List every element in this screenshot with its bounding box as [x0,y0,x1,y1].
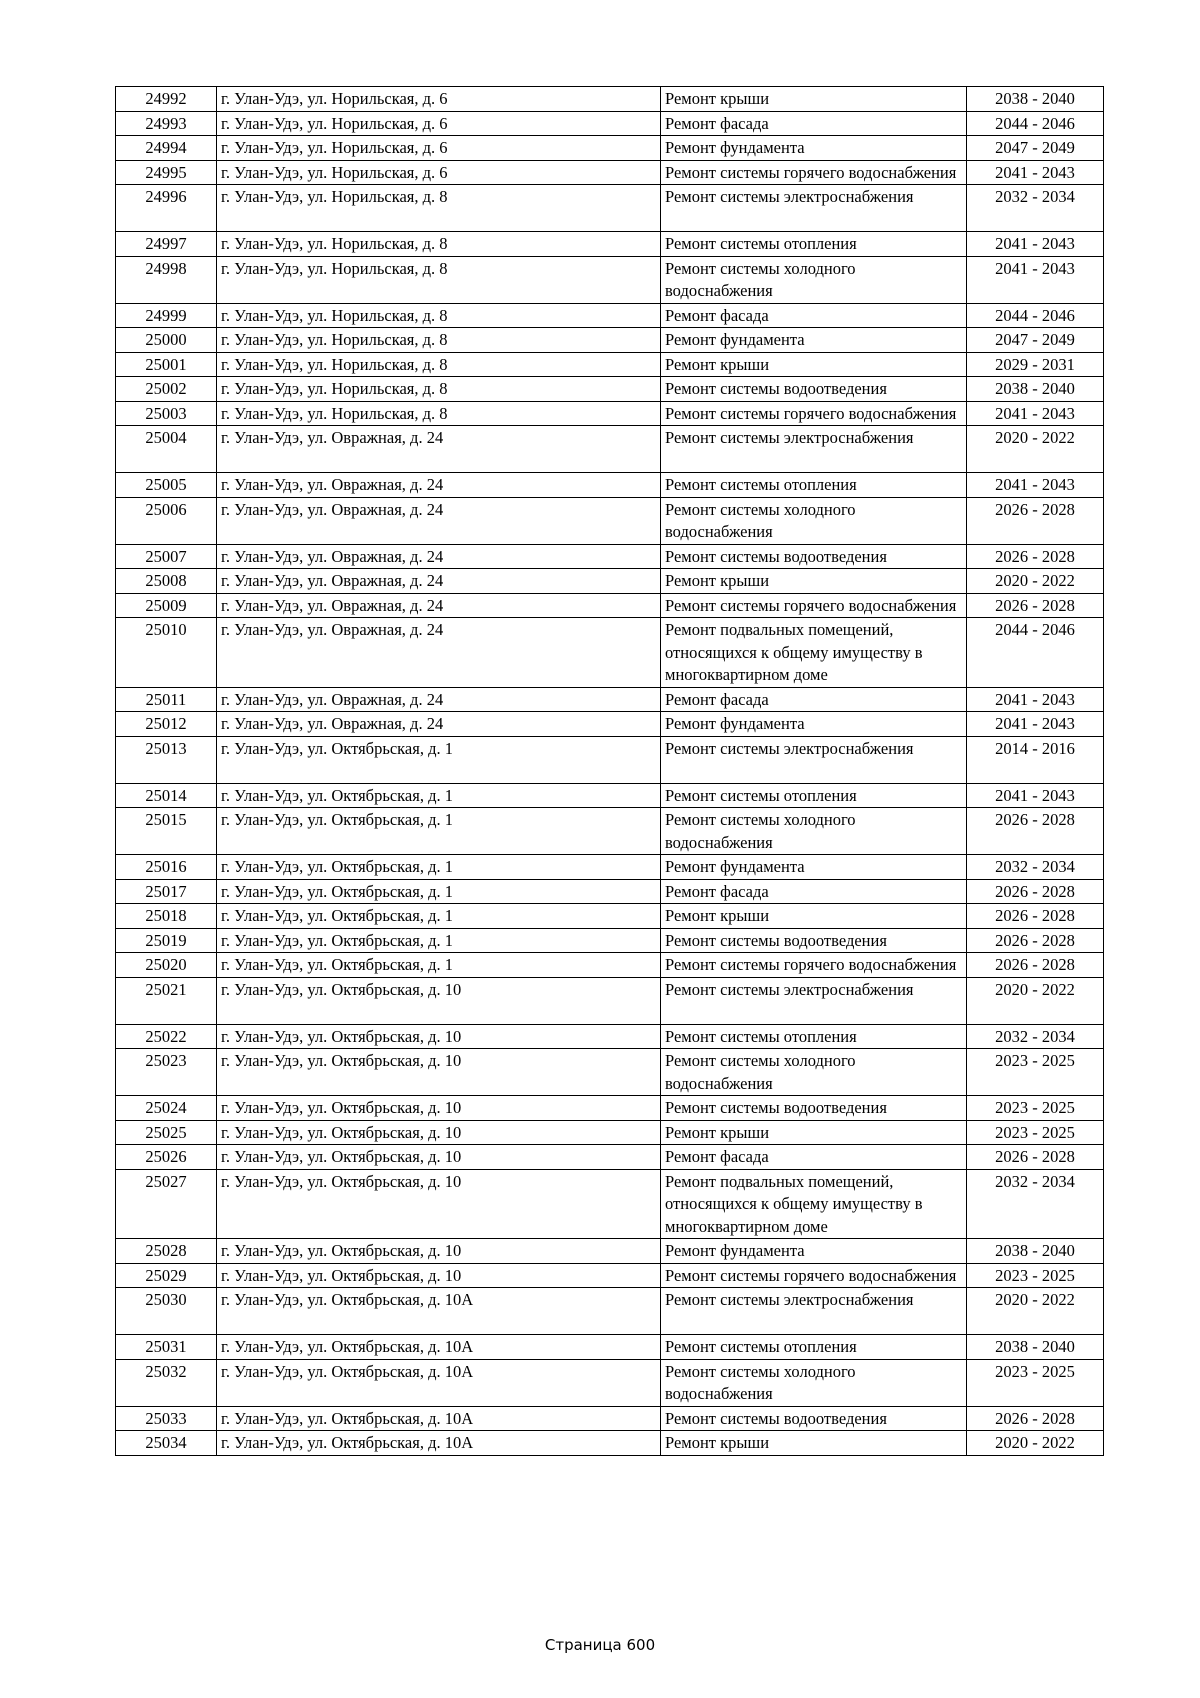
address-cell: г. Улан-Удэ, ул. Овражная, д. 24 [217,473,661,498]
row-id-cell: 25004 [116,426,217,473]
period-cell: 2020 - 2022 [967,569,1104,594]
period-cell: 2020 - 2022 [967,426,1104,473]
period-cell: 2038 - 2040 [967,87,1104,112]
table-row [116,1288,1104,1335]
work-type-cell: Ремонт системы водоотведения [661,377,967,402]
table-row [116,1049,1104,1096]
page-number: Страница 600 [544,1636,656,1654]
address-cell: г. Улан-Удэ, ул. Норильская, д. 8 [217,352,661,377]
row-id-cell: 25003 [116,401,217,426]
row-id-cell: 25015 [116,808,217,855]
address-cell: г. Улан-Удэ, ул. Норильская, д. 8 [217,232,661,257]
address-cell: г. Улан-Удэ, ул. Норильская, д. 6 [217,87,661,112]
table-row [116,618,1104,688]
address-cell: г. Улан-Удэ, ул. Норильская, д. 8 [217,377,661,402]
period-cell: 2032 - 2034 [967,855,1104,880]
row-id-cell: 25018 [116,904,217,929]
table-row [116,593,1104,618]
table-row [116,87,1104,112]
work-type-cell: Ремонт системы электроснабжения [661,426,967,473]
row-id-cell: 25006 [116,497,217,544]
row-id-cell: 25023 [116,1049,217,1096]
period-cell: 2044 - 2046 [967,303,1104,328]
row-id-cell: 25013 [116,736,217,783]
work-type-cell: Ремонт подвальных помещений, относящихся к общему имуществу в многоквартирном доме [661,1169,967,1239]
row-id-cell: 25028 [116,1239,217,1264]
table-row [116,1239,1104,1264]
row-id-cell: 24994 [116,136,217,161]
row-id-cell: 25017 [116,879,217,904]
table-row [116,1406,1104,1431]
row-id-cell: 25005 [116,473,217,498]
work-type-cell: Ремонт крыши [661,1431,967,1456]
table-row [116,401,1104,426]
repair-schedule-table [115,86,1104,1456]
work-type-cell: Ремонт системы холодного водоснабжения [661,1359,967,1406]
table-row [116,377,1104,402]
work-type-cell: Ремонт системы холодного водоснабжения [661,497,967,544]
work-type-cell: Ремонт системы горячего водоснабжения [661,401,967,426]
address-cell: г. Улан-Удэ, ул. Октябрьская, д. 10 [217,1096,661,1121]
period-cell: 2026 - 2028 [967,904,1104,929]
work-type-cell: Ремонт системы горячего водоснабжения [661,1263,967,1288]
row-id-cell: 25030 [116,1288,217,1335]
row-id-cell: 25010 [116,618,217,688]
address-cell: г. Улан-Удэ, ул. Октябрьская, д. 1 [217,904,661,929]
work-type-cell: Ремонт системы отопления [661,1024,967,1049]
address-cell: г. Улан-Удэ, ул. Овражная, д. 24 [217,618,661,688]
work-type-cell: Ремонт фундамента [661,136,967,161]
row-id-cell: 24998 [116,256,217,303]
table-row [116,1120,1104,1145]
row-id-cell: 25011 [116,687,217,712]
address-cell: г. Улан-Удэ, ул. Октябрьская, д. 10 [217,977,661,1024]
period-cell: 2023 - 2025 [967,1359,1104,1406]
work-type-cell: Ремонт системы водоотведения [661,544,967,569]
row-id-cell: 25019 [116,928,217,953]
row-id-cell: 25026 [116,1145,217,1170]
row-id-cell: 25002 [116,377,217,402]
work-type-cell: Ремонт системы холодного водоснабжения [661,808,967,855]
address-cell: г. Улан-Удэ, ул. Овражная, д. 24 [217,712,661,737]
work-type-cell: Ремонт системы холодного водоснабжения [661,256,967,303]
work-type-cell: Ремонт системы горячего водоснабжения [661,953,967,978]
address-cell: г. Улан-Удэ, ул. Октябрьская, д. 10 [217,1024,661,1049]
address-cell: г. Улан-Удэ, ул. Октябрьская, д. 1 [217,736,661,783]
period-cell: 2047 - 2049 [967,136,1104,161]
row-id-cell: 25016 [116,855,217,880]
address-cell: г. Улан-Удэ, ул. Октябрьская, д. 1 [217,855,661,880]
period-cell: 2026 - 2028 [967,928,1104,953]
address-cell: г. Улан-Удэ, ул. Овражная, д. 24 [217,593,661,618]
table-row [116,256,1104,303]
address-cell: г. Улан-Удэ, ул. Норильская, д. 8 [217,256,661,303]
address-cell: г. Улан-Удэ, ул. Овражная, д. 24 [217,426,661,473]
period-cell: 2026 - 2028 [967,1145,1104,1170]
address-cell: г. Улан-Удэ, ул. Октябрьская, д. 1 [217,928,661,953]
table-row [116,953,1104,978]
work-type-cell: Ремонт системы отопления [661,232,967,257]
period-cell: 2041 - 2043 [967,160,1104,185]
table-row [116,783,1104,808]
period-cell: 2041 - 2043 [967,712,1104,737]
address-cell: г. Улан-Удэ, ул. Октябрьская, д. 10А [217,1406,661,1431]
work-type-cell: Ремонт крыши [661,1120,967,1145]
work-type-cell: Ремонт фундамента [661,1239,967,1264]
address-cell: г. Улан-Удэ, ул. Октябрьская, д. 10А [217,1335,661,1360]
table-row [116,928,1104,953]
period-cell: 2041 - 2043 [967,783,1104,808]
row-id-cell: 25029 [116,1263,217,1288]
table-row [116,136,1104,161]
table-row [116,1145,1104,1170]
table-row [116,232,1104,257]
row-id-cell: 25032 [116,1359,217,1406]
period-cell: 2041 - 2043 [967,687,1104,712]
period-cell: 2044 - 2046 [967,111,1104,136]
work-type-cell: Ремонт системы отопления [661,783,967,808]
row-id-cell: 25034 [116,1431,217,1456]
row-id-cell: 25001 [116,352,217,377]
period-cell: 2026 - 2028 [967,497,1104,544]
period-cell: 2041 - 2043 [967,473,1104,498]
period-cell: 2044 - 2046 [967,618,1104,688]
address-cell: г. Улан-Удэ, ул. Норильская, д. 6 [217,136,661,161]
table-row [116,473,1104,498]
work-type-cell: Ремонт крыши [661,569,967,594]
period-cell: 2047 - 2049 [967,328,1104,353]
period-cell: 2038 - 2040 [967,1335,1104,1360]
row-id-cell: 25009 [116,593,217,618]
work-type-cell: Ремонт фундамента [661,855,967,880]
table-row [116,160,1104,185]
address-cell: г. Улан-Удэ, ул. Октябрьская, д. 1 [217,808,661,855]
period-cell: 2026 - 2028 [967,593,1104,618]
work-type-cell: Ремонт фундамента [661,712,967,737]
table-row [116,1263,1104,1288]
period-cell: 2020 - 2022 [967,1288,1104,1335]
table-row [116,977,1104,1024]
table-row [116,185,1104,232]
address-cell: г. Улан-Удэ, ул. Октябрьская, д. 10 [217,1169,661,1239]
row-id-cell: 24999 [116,303,217,328]
period-cell: 2014 - 2016 [967,736,1104,783]
table-row [116,328,1104,353]
table-row [116,1096,1104,1121]
row-id-cell: 25000 [116,328,217,353]
row-id-cell: 25031 [116,1335,217,1360]
address-cell: г. Улан-Удэ, ул. Овражная, д. 24 [217,497,661,544]
table-row [116,687,1104,712]
period-cell: 2023 - 2025 [967,1120,1104,1145]
table-row [116,1169,1104,1239]
work-type-cell: Ремонт системы электроснабжения [661,736,967,783]
period-cell: 2038 - 2040 [967,1239,1104,1264]
table-row [116,1359,1104,1406]
address-cell: г. Улан-Удэ, ул. Октябрьская, д. 10 [217,1239,661,1264]
address-cell: г. Улан-Удэ, ул. Октябрьская, д. 10А [217,1288,661,1335]
period-cell: 2026 - 2028 [967,808,1104,855]
address-cell: г. Улан-Удэ, ул. Норильская, д. 8 [217,401,661,426]
work-type-cell: Ремонт системы отопления [661,1335,967,1360]
address-cell: г. Улан-Удэ, ул. Овражная, д. 24 [217,569,661,594]
table-row [116,1431,1104,1456]
address-cell: г. Улан-Удэ, ул. Октябрьская, д. 10 [217,1145,661,1170]
period-cell: 2020 - 2022 [967,1431,1104,1456]
work-type-cell: Ремонт системы водоотведения [661,1406,967,1431]
work-type-cell: Ремонт крыши [661,87,967,112]
row-id-cell: 25020 [116,953,217,978]
work-type-cell: Ремонт фундамента [661,328,967,353]
period-cell: 2041 - 2043 [967,232,1104,257]
address-cell: г. Улан-Удэ, ул. Октябрьская, д. 1 [217,783,661,808]
period-cell: 2032 - 2034 [967,1169,1104,1239]
table-row [116,544,1104,569]
table-row [116,855,1104,880]
period-cell: 2026 - 2028 [967,953,1104,978]
period-cell: 2026 - 2028 [967,879,1104,904]
row-id-cell: 24992 [116,87,217,112]
row-id-cell: 24993 [116,111,217,136]
work-type-cell: Ремонт крыши [661,904,967,929]
address-cell: г. Улан-Удэ, ул. Норильская, д. 6 [217,111,661,136]
table-row [116,426,1104,473]
work-type-cell: Ремонт системы водоотведения [661,928,967,953]
row-id-cell: 25027 [116,1169,217,1239]
work-type-cell: Ремонт системы отопления [661,473,967,498]
table-row [116,808,1104,855]
table-row [116,497,1104,544]
address-cell: г. Улан-Удэ, ул. Норильская, д. 6 [217,160,661,185]
table-row [116,352,1104,377]
period-cell: 2023 - 2025 [967,1263,1104,1288]
work-type-cell: Ремонт фасада [661,1145,967,1170]
work-type-cell: Ремонт системы электроснабжения [661,1288,967,1335]
address-cell: г. Улан-Удэ, ул. Октябрьская, д. 10 [217,1049,661,1096]
table-row [116,712,1104,737]
address-cell: г. Улан-Удэ, ул. Октябрьская, д. 10 [217,1120,661,1145]
work-type-cell: Ремонт фасада [661,111,967,136]
work-type-cell: Ремонт фасада [661,303,967,328]
period-cell: 2032 - 2034 [967,1024,1104,1049]
work-type-cell: Ремонт системы электроснабжения [661,977,967,1024]
row-id-cell: 25014 [116,783,217,808]
period-cell: 2026 - 2028 [967,544,1104,569]
work-type-cell: Ремонт системы горячего водоснабжения [661,593,967,618]
table-row [116,1024,1104,1049]
row-id-cell: 25008 [116,569,217,594]
work-type-cell: Ремонт системы горячего водоснабжения [661,160,967,185]
address-cell: г. Улан-Удэ, ул. Норильская, д. 8 [217,185,661,232]
table-row [116,569,1104,594]
address-cell: г. Улан-Удэ, ул. Октябрьская, д. 1 [217,953,661,978]
address-cell: г. Улан-Удэ, ул. Октябрьская, д. 1 [217,879,661,904]
table-row [116,1335,1104,1360]
table-row [116,736,1104,783]
row-id-cell: 25012 [116,712,217,737]
period-cell: 2023 - 2025 [967,1049,1104,1096]
table-row [116,879,1104,904]
table-row [116,303,1104,328]
work-type-cell: Ремонт фасада [661,879,967,904]
address-cell: г. Улан-Удэ, ул. Овражная, д. 24 [217,544,661,569]
row-id-cell: 25021 [116,977,217,1024]
period-cell: 2032 - 2034 [967,185,1104,232]
period-cell: 2023 - 2025 [967,1096,1104,1121]
period-cell: 2020 - 2022 [967,977,1104,1024]
address-cell: г. Улан-Удэ, ул. Норильская, д. 8 [217,328,661,353]
work-type-cell: Ремонт подвальных помещений, относящихся к общему имуществу в многоквартирном доме [661,618,967,688]
row-id-cell: 25025 [116,1120,217,1145]
work-type-cell: Ремонт системы водоотведения [661,1096,967,1121]
work-type-cell: Ремонт фасада [661,687,967,712]
period-cell: 2029 - 2031 [967,352,1104,377]
address-cell: г. Улан-Удэ, ул. Октябрьская, д. 10 [217,1263,661,1288]
address-cell: г. Улан-Удэ, ул. Норильская, д. 8 [217,303,661,328]
work-type-cell: Ремонт крыши [661,352,967,377]
row-id-cell: 25024 [116,1096,217,1121]
table-body [116,87,1104,1456]
work-type-cell: Ремонт системы холодного водоснабжения [661,1049,967,1096]
period-cell: 2038 - 2040 [967,377,1104,402]
address-cell: г. Улан-Удэ, ул. Октябрьская, д. 10А [217,1431,661,1456]
row-id-cell: 24997 [116,232,217,257]
period-cell: 2026 - 2028 [967,1406,1104,1431]
period-cell: 2041 - 2043 [967,401,1104,426]
row-id-cell: 24995 [116,160,217,185]
work-type-cell: Ремонт системы электроснабжения [661,185,967,232]
table-row [116,904,1104,929]
row-id-cell: 24996 [116,185,217,232]
address-cell: г. Улан-Удэ, ул. Овражная, д. 24 [217,687,661,712]
row-id-cell: 25022 [116,1024,217,1049]
period-cell: 2041 - 2043 [967,256,1104,303]
row-id-cell: 25033 [116,1406,217,1431]
table-row [116,111,1104,136]
row-id-cell: 25007 [116,544,217,569]
address-cell: г. Улан-Удэ, ул. Октябрьская, д. 10А [217,1359,661,1406]
